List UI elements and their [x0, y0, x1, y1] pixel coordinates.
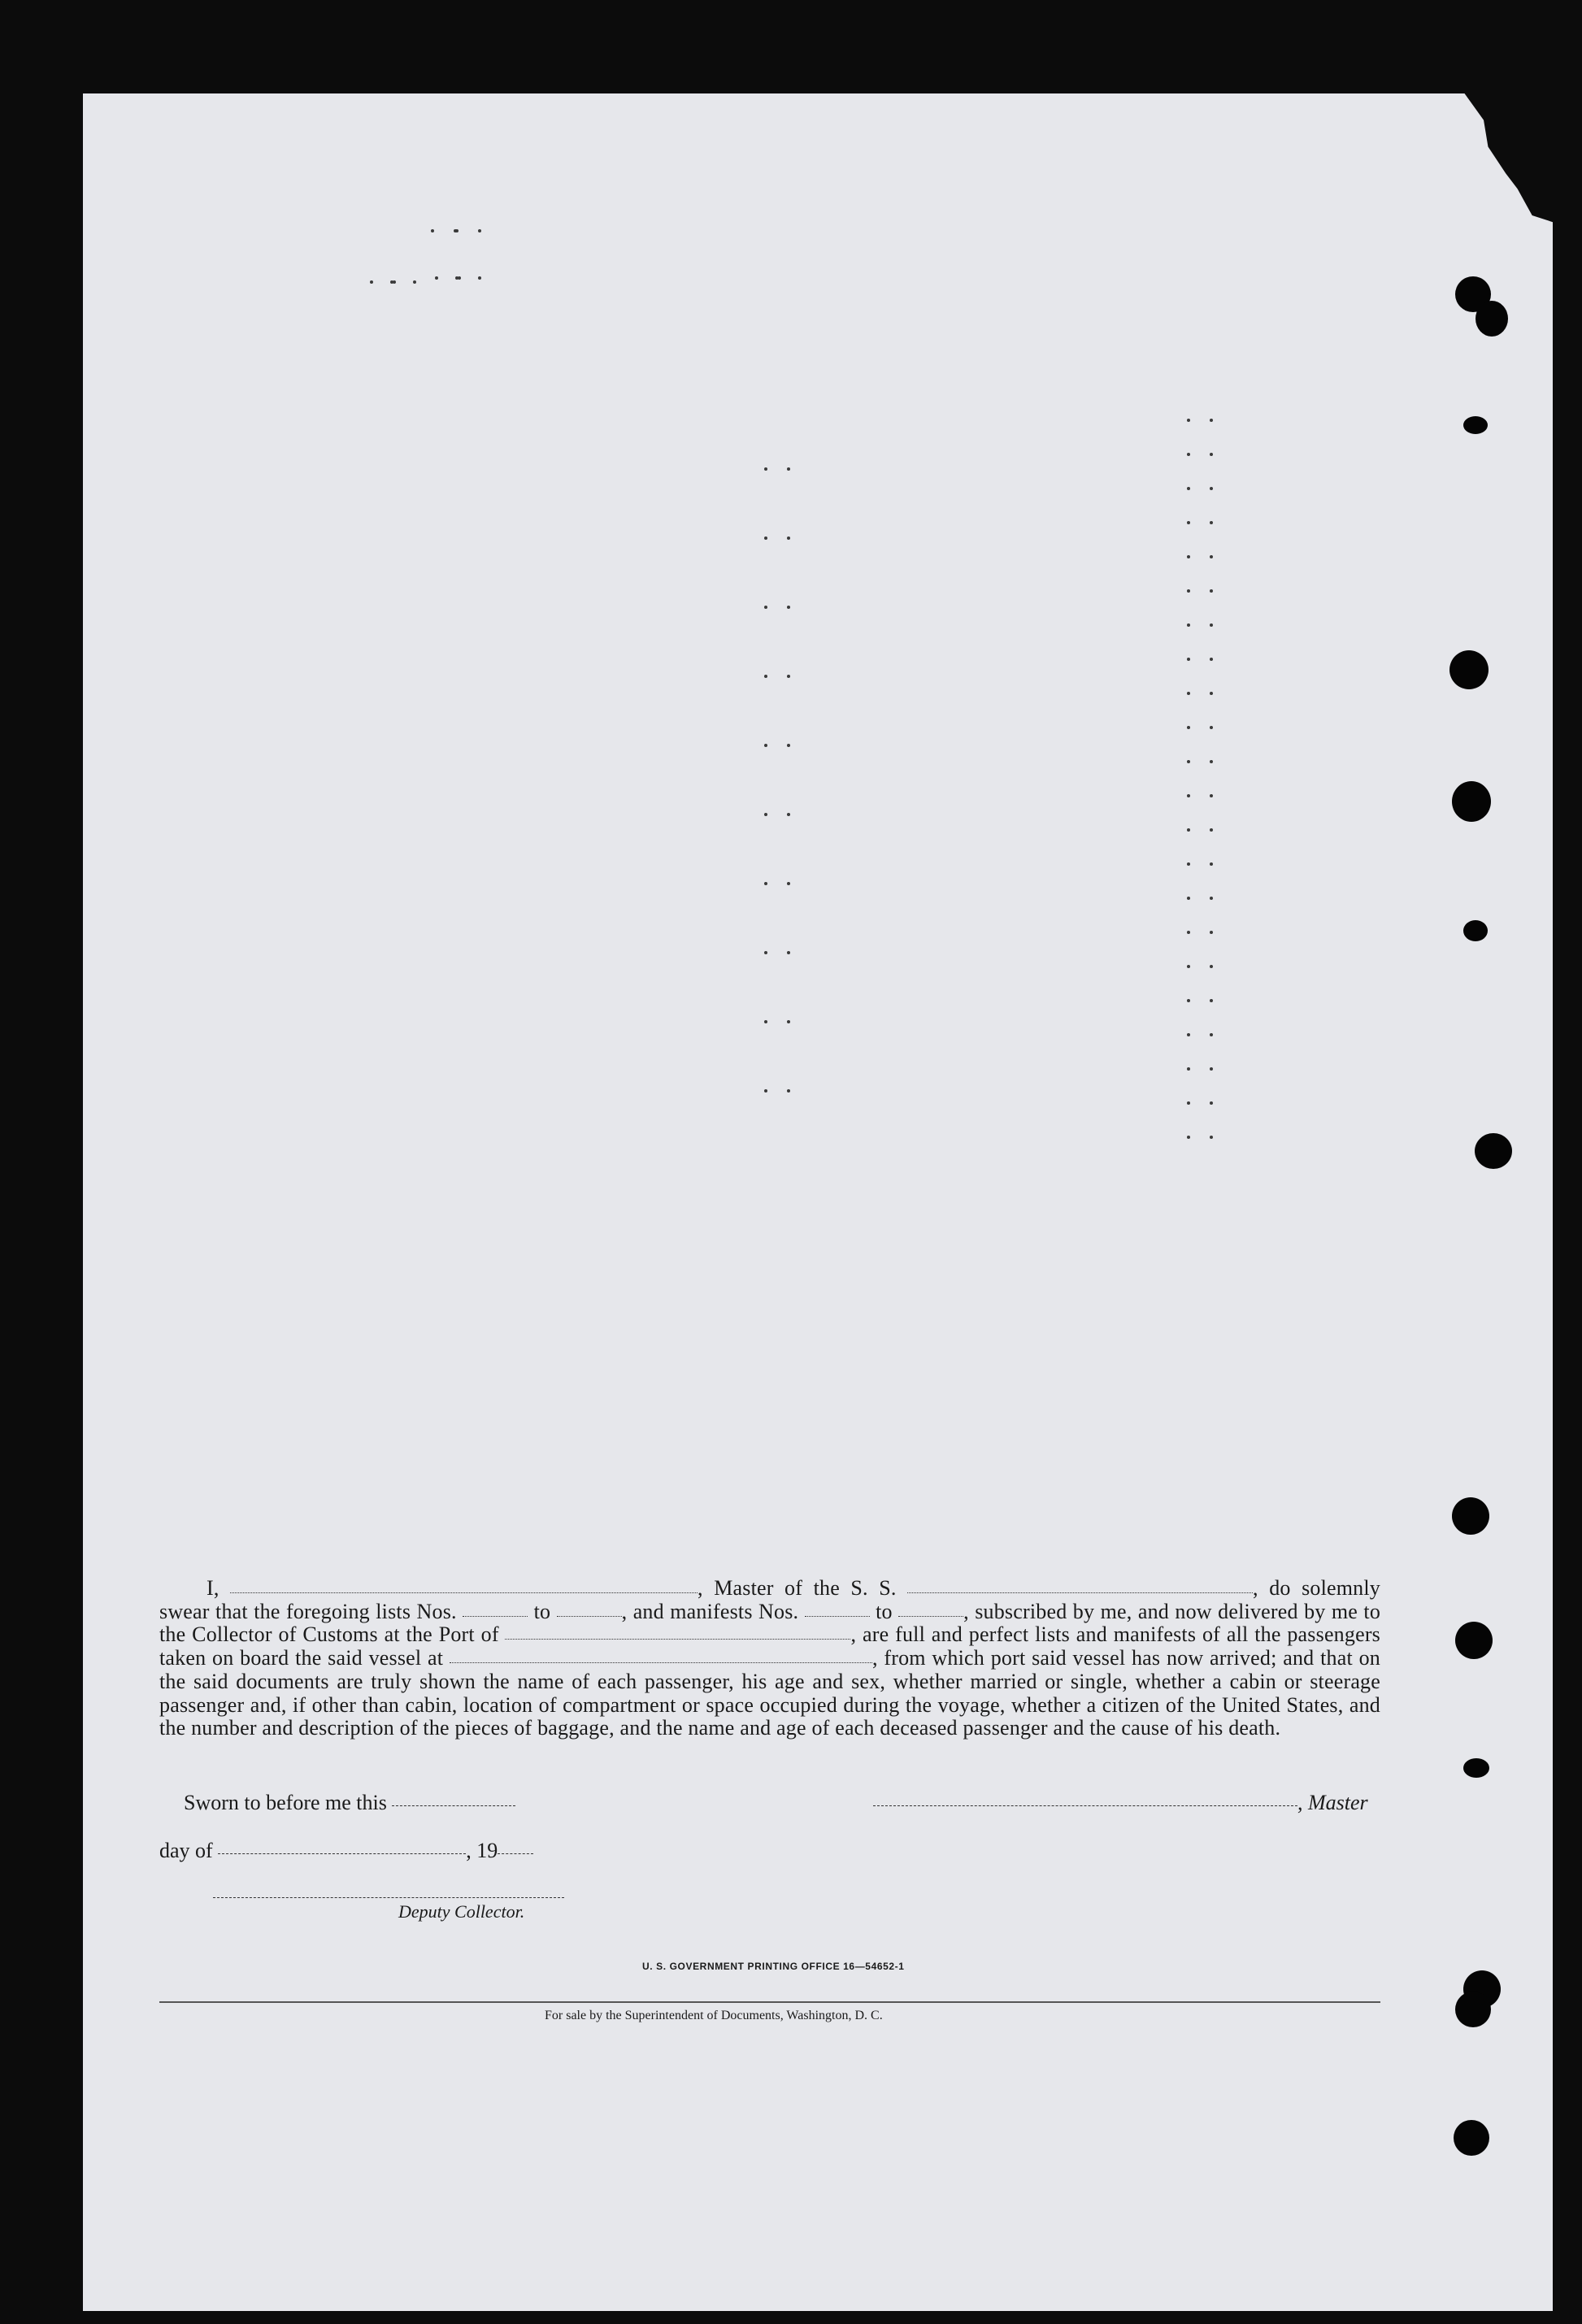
- fleck: [1210, 965, 1213, 968]
- printing-office-imprint: U. S. GOVERNMENT PRINTING OFFICE 16—54652-1: [642, 1961, 905, 1972]
- manifests-from-field[interactable]: [805, 1615, 870, 1617]
- fleck: [1187, 521, 1190, 524]
- punch-hole: [1476, 301, 1508, 337]
- fleck: [1210, 555, 1213, 558]
- fleck: [1210, 658, 1213, 661]
- fleck: [764, 675, 767, 678]
- ship-name-field[interactable]: [907, 1592, 1253, 1593]
- fleck: [1210, 453, 1213, 456]
- year-label: , 19: [466, 1839, 498, 1862]
- fleck: [1210, 419, 1213, 422]
- punch-hole: [1463, 920, 1488, 941]
- manifests-to-field[interactable]: [898, 1615, 963, 1617]
- fleck: [1187, 931, 1190, 934]
- fleck: [787, 951, 790, 954]
- fleck: [787, 744, 790, 747]
- punch-hole: [1452, 1497, 1489, 1535]
- punch-hole: [1455, 1992, 1491, 2027]
- fleck: [1210, 999, 1213, 1002]
- oath-text-3: , do solemnly swear that the foregoing lists Nos.: [159, 1576, 1380, 1623]
- form-page: [83, 93, 1553, 2311]
- departure-port-field[interactable]: [450, 1662, 872, 1663]
- fleck: [764, 951, 767, 954]
- year-field[interactable]: [498, 1853, 533, 1854]
- fleck: [1210, 623, 1213, 627]
- fleck: [1210, 931, 1213, 934]
- master-signature-field[interactable]: [873, 1805, 1297, 1806]
- fleck: [1187, 419, 1190, 422]
- fleck: [1187, 828, 1190, 832]
- fleck: [478, 229, 481, 232]
- sworn-day-field[interactable]: [392, 1805, 515, 1806]
- fleck: [431, 229, 434, 232]
- lists-from-field[interactable]: [463, 1615, 528, 1617]
- oath-text-6: to: [876, 1599, 893, 1623]
- oath-text-8: , are full and perfect lists and manifests of all the passengers taken on board the said vessel at: [159, 1622, 1380, 1670]
- fleck: [764, 882, 767, 885]
- sworn-label: Sworn to before me this: [184, 1791, 387, 1814]
- fleck: [787, 882, 790, 885]
- fleck: [787, 675, 790, 678]
- oath-text-9: , from which port said vessel has now arrived; and that on the said documents are truly shown the name of each passenger, his age and sex, whether married or single, whether a cabin or steerage passenger and, if other than cabin, location of compartment or space occupied during the voyage, whether a citizen of the United States, and the number and description of the pieces of baggage, and the name and age of each deceased passenger and the cause of his death.: [159, 1646, 1380, 1740]
- lists-to-field[interactable]: [557, 1615, 622, 1617]
- fleck: [787, 1020, 790, 1023]
- fleck: [1187, 692, 1190, 695]
- fleck: [1210, 521, 1213, 524]
- fleck: [413, 280, 416, 284]
- punch-hole: [1454, 2120, 1489, 2156]
- fleck: [370, 280, 373, 284]
- fleck: [764, 744, 767, 747]
- fleck: [1210, 589, 1213, 593]
- fleck: [764, 467, 767, 471]
- deputy-collector-label: Deputy Collector.: [398, 1901, 525, 1922]
- fleck: [390, 280, 393, 284]
- fleck: [1187, 1136, 1190, 1139]
- deputy-signature-field[interactable]: [213, 1897, 564, 1898]
- fleck: [1187, 623, 1190, 627]
- master-signature-row: [873, 1791, 1368, 1815]
- punch-hole: [1475, 1133, 1512, 1169]
- fleck: [1210, 794, 1213, 797]
- port-field[interactable]: [505, 1638, 850, 1640]
- fleck: [764, 1089, 767, 1092]
- fleck: [455, 229, 459, 232]
- day-of-row: [159, 1839, 533, 1863]
- oath-text-2: , Master of the S. S.: [698, 1576, 897, 1600]
- fleck: [455, 276, 459, 280]
- month-field[interactable]: [218, 1853, 466, 1854]
- fleck: [1187, 453, 1190, 456]
- fleck: [1187, 862, 1190, 866]
- master-name-field[interactable]: [230, 1592, 698, 1593]
- fleck: [1187, 794, 1190, 797]
- fleck: [764, 606, 767, 609]
- fleck: [1210, 692, 1213, 695]
- fleck: [764, 813, 767, 816]
- punch-hole: [1455, 1622, 1493, 1659]
- master-label: , Master: [1297, 1791, 1368, 1814]
- footer-rule: [159, 2001, 1380, 2003]
- fleck: [1187, 487, 1190, 490]
- fleck: [1210, 1067, 1213, 1071]
- fleck: [1187, 760, 1190, 763]
- fleck: [764, 1020, 767, 1023]
- oath-text-5: , and manifests Nos.: [621, 1599, 799, 1623]
- fleck: [1210, 726, 1213, 729]
- fleck: [1187, 1033, 1190, 1036]
- fleck: [1187, 555, 1190, 558]
- fleck: [1210, 760, 1213, 763]
- oath-text-7: , subscribed by me, and now delivered by me to the Collector of Customs at the Port of: [159, 1599, 1381, 1647]
- punch-hole: [1463, 1758, 1489, 1778]
- fleck: [1210, 897, 1213, 900]
- oath-text-4: to: [533, 1599, 551, 1623]
- fleck: [1187, 1101, 1190, 1105]
- sworn-row: [184, 1791, 515, 1815]
- fleck: [1210, 1101, 1213, 1105]
- punch-hole: [1449, 650, 1489, 689]
- fleck: [435, 276, 438, 280]
- fleck: [1210, 1136, 1213, 1139]
- fleck: [1187, 965, 1190, 968]
- fleck: [1187, 1067, 1190, 1071]
- fleck: [1210, 828, 1213, 832]
- oath-text-1: I,: [206, 1576, 219, 1600]
- fleck: [1187, 589, 1190, 593]
- fleck: [1210, 862, 1213, 866]
- oath-paragraph: [159, 1577, 1380, 1740]
- fleck: [764, 536, 767, 540]
- day-of-label: day of: [159, 1839, 213, 1862]
- fleck: [787, 606, 790, 609]
- fleck: [1187, 726, 1190, 729]
- fleck: [1210, 487, 1213, 490]
- fleck: [1187, 999, 1190, 1002]
- fleck: [1210, 1033, 1213, 1036]
- fleck: [787, 1089, 790, 1092]
- sale-notice: For sale by the Superintendent of Documents, Washington, D. C.: [545, 2009, 883, 2022]
- fleck: [478, 276, 481, 280]
- fleck: [787, 813, 790, 816]
- fleck: [787, 536, 790, 540]
- fleck: [787, 467, 790, 471]
- fleck: [1187, 897, 1190, 900]
- punch-hole: [1463, 416, 1488, 434]
- fleck: [1187, 658, 1190, 661]
- punch-hole: [1452, 781, 1491, 822]
